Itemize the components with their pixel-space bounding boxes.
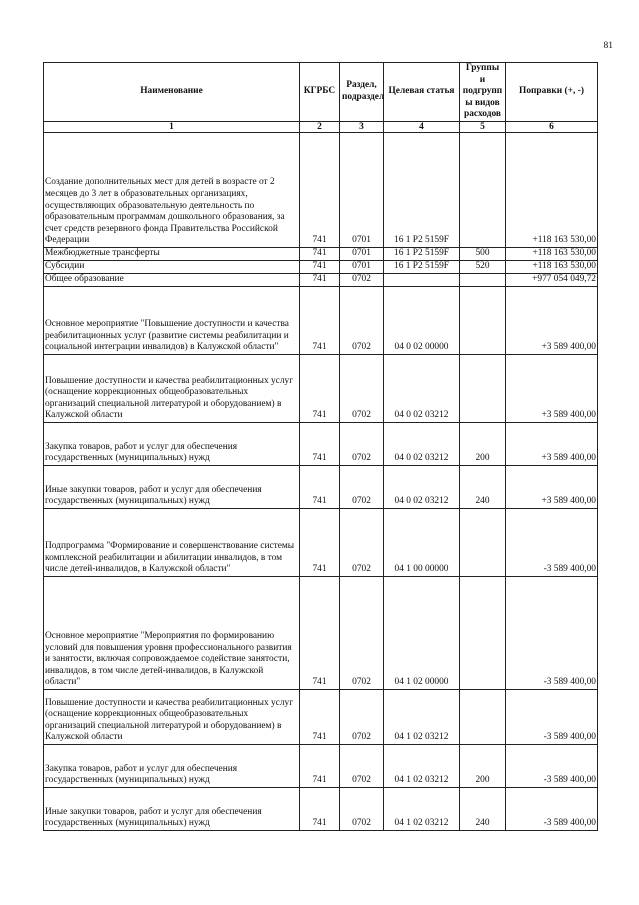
row-section-cell: 0702 bbox=[340, 465, 384, 508]
row-kgrbs-cell: 741 bbox=[300, 689, 340, 744]
column-number: 1 bbox=[44, 121, 300, 132]
row-target-article-cell: 04 0 02 03212 bbox=[384, 465, 460, 508]
table-row bbox=[44, 744, 598, 787]
row-kgrbs-cell: 741 bbox=[300, 247, 340, 260]
table-row bbox=[44, 132, 598, 247]
table-row bbox=[44, 508, 598, 576]
row-target-article-cell: 04 1 02 03212 bbox=[384, 689, 460, 744]
row-target-article-cell: 04 1 02 03212 bbox=[384, 744, 460, 787]
row-target-article-cell: 04 1 00 00000 bbox=[384, 508, 460, 576]
table-row bbox=[44, 354, 598, 422]
row-kgrbs-cell: 741 bbox=[300, 354, 340, 422]
row-section-cell: 0702 bbox=[340, 508, 384, 576]
row-name-cell: Иные закупки товаров, работ и услуг для обеспечения государственных (муниципальных) нужд bbox=[44, 787, 300, 830]
row-section-cell: 0701 bbox=[340, 247, 384, 260]
row-expense-group-cell: 500 bbox=[460, 247, 506, 260]
row-name-cell: Иные закупки товаров, работ и услуг для обеспечения государственных (муниципальных) нужд bbox=[44, 465, 300, 508]
table-row bbox=[44, 286, 598, 354]
row-amount-cell: +3 589 400,00 bbox=[506, 286, 598, 354]
row-kgrbs-cell: 741 bbox=[300, 744, 340, 787]
row-section-cell: 0702 bbox=[340, 689, 384, 744]
header-expense-groups: Группы и подгрупп ы видов расходов bbox=[460, 63, 506, 122]
row-amount-cell: -3 589 400,00 bbox=[506, 508, 598, 576]
row-name-cell: Основное мероприятие "Мероприятия по формированию условий для повышения уровня профессионального развития и занятости, включая сопровождаемое содействие занятости, инвалидов, в том числе детей-инвалидов, в Калужской области" bbox=[44, 576, 300, 689]
row-kgrbs-cell: 741 bbox=[300, 132, 340, 247]
table-header-row bbox=[44, 63, 598, 122]
row-name-cell: Общее образование bbox=[44, 273, 300, 286]
row-kgrbs-cell: 741 bbox=[300, 422, 340, 465]
header-section: Раздел, подраздел bbox=[340, 63, 384, 122]
row-target-article-cell: 04 0 02 00000 bbox=[384, 286, 460, 354]
row-kgrbs-cell: 741 bbox=[300, 273, 340, 286]
column-number-row bbox=[44, 121, 598, 132]
row-target-article-cell: 04 1 02 03212 bbox=[384, 787, 460, 830]
row-kgrbs-cell: 741 bbox=[300, 260, 340, 273]
header-target-article: Целевая статья bbox=[384, 63, 460, 122]
row-amount-cell: +118 163 530,00 bbox=[506, 247, 598, 260]
row-section-cell: 0702 bbox=[340, 286, 384, 354]
row-amount-cell: -3 589 400,00 bbox=[506, 744, 598, 787]
row-section-cell: 0701 bbox=[340, 132, 384, 247]
row-kgrbs-cell: 741 bbox=[300, 787, 340, 830]
row-name-cell: Повышение доступности и качества реабилитационных услуг (оснащение коррекционных общеобразовательных организаций специальной литературой и оборудованием) в Калужской области bbox=[44, 354, 300, 422]
row-section-cell: 0702 bbox=[340, 744, 384, 787]
table-row bbox=[44, 787, 598, 830]
row-name-cell: Подпрограмма "Формирование и совершенствование системы комплексной реабилитации и абилитации инвалидов, в том числе детей-инвалидов, в Калужской области" bbox=[44, 508, 300, 576]
row-kgrbs-cell: 741 bbox=[300, 508, 340, 576]
column-number: 2 bbox=[300, 121, 340, 132]
row-amount-cell: +977 054 049,72 bbox=[506, 273, 598, 286]
row-expense-group-cell bbox=[460, 273, 506, 286]
header-amendments: Поправки (+, -) bbox=[506, 63, 598, 122]
row-name-cell: Основное мероприятие "Повышение доступности и качества реабилитационных услуг (развитие системы реабилитации и социальной интеграции инвалидов) в Калужской области" bbox=[44, 286, 300, 354]
row-target-article-cell: 16 1 Р2 5159F bbox=[384, 132, 460, 247]
row-kgrbs-cell: 741 bbox=[300, 286, 340, 354]
row-name-cell: Межбюджетные трансферты bbox=[44, 247, 300, 260]
column-number: 5 bbox=[460, 121, 506, 132]
column-number: 6 bbox=[506, 121, 598, 132]
row-section-cell: 0702 bbox=[340, 787, 384, 830]
row-expense-group-cell bbox=[460, 576, 506, 689]
row-name-cell: Создание дополнительных мест для детей в возрасте от 2 месяцев до 3 лет в образовательных организациях, осуществляющих образовательную деятельность по образовательным программам дошкольного образования, за счет средств резервного фонда Правительства Российской Федерации bbox=[44, 132, 300, 247]
row-name-cell: Закупка товаров, работ и услуг для обеспечения государственных (муниципальных) нужд bbox=[44, 744, 300, 787]
row-target-article-cell: 04 0 02 03212 bbox=[384, 422, 460, 465]
table-row bbox=[44, 576, 598, 689]
table-row bbox=[44, 689, 598, 744]
row-section-cell: 0702 bbox=[340, 422, 384, 465]
row-amount-cell: -3 589 400,00 bbox=[506, 576, 598, 689]
row-target-article-cell: 16 1 Р2 5159F bbox=[384, 260, 460, 273]
table-row bbox=[44, 465, 598, 508]
row-expense-group-cell: 240 bbox=[460, 465, 506, 508]
row-amount-cell: +3 589 400,00 bbox=[506, 422, 598, 465]
table-row bbox=[44, 260, 598, 273]
row-expense-group-cell: 520 bbox=[460, 260, 506, 273]
row-amount-cell: +3 589 400,00 bbox=[506, 354, 598, 422]
budget-amendments-table bbox=[43, 62, 598, 831]
column-number: 3 bbox=[340, 121, 384, 132]
row-expense-group-cell: 200 bbox=[460, 422, 506, 465]
row-target-article-cell: 04 1 02 00000 bbox=[384, 576, 460, 689]
row-section-cell: 0702 bbox=[340, 354, 384, 422]
table-row bbox=[44, 273, 598, 286]
page-number: 81 bbox=[603, 41, 613, 51]
row-name-cell: Повышение доступности и качества реабилитационных услуг (оснащение коррекционных общеобразовательных организаций специальной литературой и оборудованием) в Калужской области bbox=[44, 689, 300, 744]
row-amount-cell: +118 163 530,00 bbox=[506, 260, 598, 273]
row-target-article-cell: 16 1 Р2 5159F bbox=[384, 247, 460, 260]
row-expense-group-cell: 240 bbox=[460, 787, 506, 830]
column-number: 4 bbox=[384, 121, 460, 132]
header-name: Наименование bbox=[44, 63, 300, 122]
row-amount-cell: +3 589 400,00 bbox=[506, 465, 598, 508]
row-expense-group-cell: 200 bbox=[460, 744, 506, 787]
row-target-article-cell bbox=[384, 273, 460, 286]
row-kgrbs-cell: 741 bbox=[300, 465, 340, 508]
row-target-article-cell: 04 0 02 03212 bbox=[384, 354, 460, 422]
row-expense-group-cell bbox=[460, 508, 506, 576]
row-amount-cell: +118 163 530,00 bbox=[506, 132, 598, 247]
row-section-cell: 0702 bbox=[340, 576, 384, 689]
row-amount-cell: -3 589 400,00 bbox=[506, 689, 598, 744]
row-expense-group-cell bbox=[460, 132, 506, 247]
row-expense-group-cell bbox=[460, 354, 506, 422]
row-name-cell: Закупка товаров, работ и услуг для обеспечения государственных (муниципальных) нужд bbox=[44, 422, 300, 465]
header-kgrbs: КГРБС bbox=[300, 63, 340, 122]
row-expense-group-cell bbox=[460, 286, 506, 354]
row-name-cell: Субсидии bbox=[44, 260, 300, 273]
table-body bbox=[44, 132, 598, 830]
row-expense-group-cell bbox=[460, 689, 506, 744]
table-row bbox=[44, 247, 598, 260]
row-amount-cell: -3 589 400,00 bbox=[506, 787, 598, 830]
table-row bbox=[44, 422, 598, 465]
row-section-cell: 0702 bbox=[340, 273, 384, 286]
row-section-cell: 0701 bbox=[340, 260, 384, 273]
row-kgrbs-cell: 741 bbox=[300, 576, 340, 689]
